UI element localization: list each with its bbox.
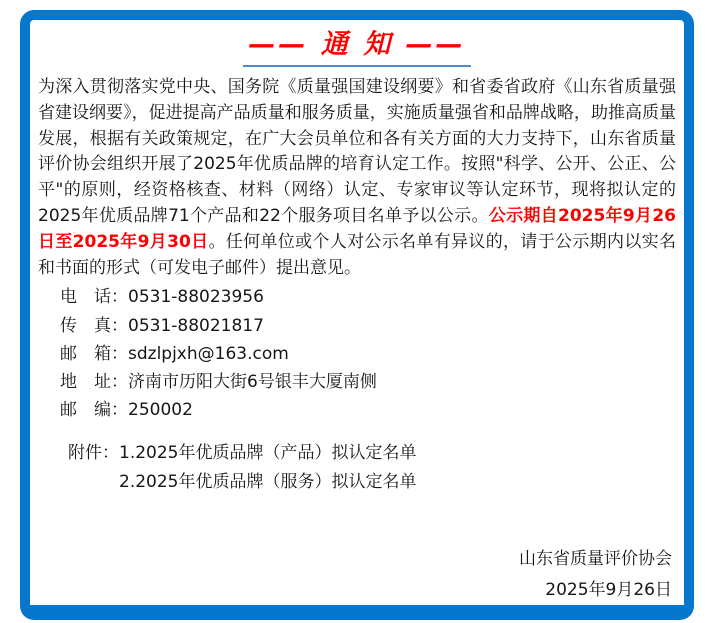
contact-fax xyxy=(60,312,676,340)
contact-address xyxy=(60,368,676,396)
contact-email-value: sdzlpjxh@163.com xyxy=(128,343,289,364)
notice-frame xyxy=(20,10,694,620)
body-text-before: 为深入贯彻落实党中央、国务院《质量强国建设纲要》和省委省政府《山东省质量强省建设纲要》，促进提高产品质量和服务质量，实施质量强省和品牌战略，助推高质量发展，根据有关政策规定，在广大会员单位和各有关方面的大力支持下，山东省质量评价协会组织开展了2025年优质品牌的培育认定工作。按照"科学、公开、公正、公平"的原则，经资格核查、材料（网络）认定、专家审议等认定环节，现将拟认定的2025年优质品牌71个产品和22个服务项目名单予以公示。 xyxy=(38,77,676,226)
body-text-after: 。任何单位或个人对公示名单有异议的，请于公示期内以实名和书面的形式（可发电子邮件）提出意见。 xyxy=(38,231,676,278)
contact-fax-value: 0531-88021817 xyxy=(128,315,264,336)
contact-postcode-value: 250002 xyxy=(128,400,193,421)
publicity-period-highlight: 公示期自2025年9月26日至2025年9月30日 xyxy=(38,205,676,252)
title-underline xyxy=(243,65,471,67)
attachment-item-2-text: 2.2025年优质品牌（服务）拟认定名单 xyxy=(119,471,417,492)
notice-body-paragraph xyxy=(38,75,676,281)
notice-content xyxy=(30,20,684,605)
contact-phone-label: 电 话： xyxy=(60,287,128,308)
contact-email xyxy=(60,340,676,368)
signature-date: 2025年9月26日 xyxy=(545,580,672,600)
contact-fax-label: 传 真： xyxy=(60,315,128,336)
attachment-item-2 xyxy=(68,468,676,497)
signature-org: 山东省质量评价协会 xyxy=(519,549,672,569)
contact-email-label: 邮 箱： xyxy=(60,343,128,364)
contact-postcode-label: 邮 编： xyxy=(60,400,128,421)
notice-title: —— 通 知 —— xyxy=(248,29,466,60)
contact-phone xyxy=(60,283,676,311)
contact-address-label: 地 址： xyxy=(60,371,128,392)
contact-phone-value: 0531-88023956 xyxy=(128,287,264,308)
attachment-item-1 xyxy=(68,439,676,468)
attachment-list xyxy=(68,439,676,496)
attachment-item-1-text: 1.2025年优质品牌（产品）拟认定名单 xyxy=(119,443,417,464)
contact-list xyxy=(60,283,676,424)
contact-postcode xyxy=(60,396,676,424)
attachments-label: 附件： xyxy=(68,443,119,464)
contact-address-value: 济南市历阳大街6号银丰大厦南侧 xyxy=(128,371,377,392)
signature-block xyxy=(519,544,672,606)
